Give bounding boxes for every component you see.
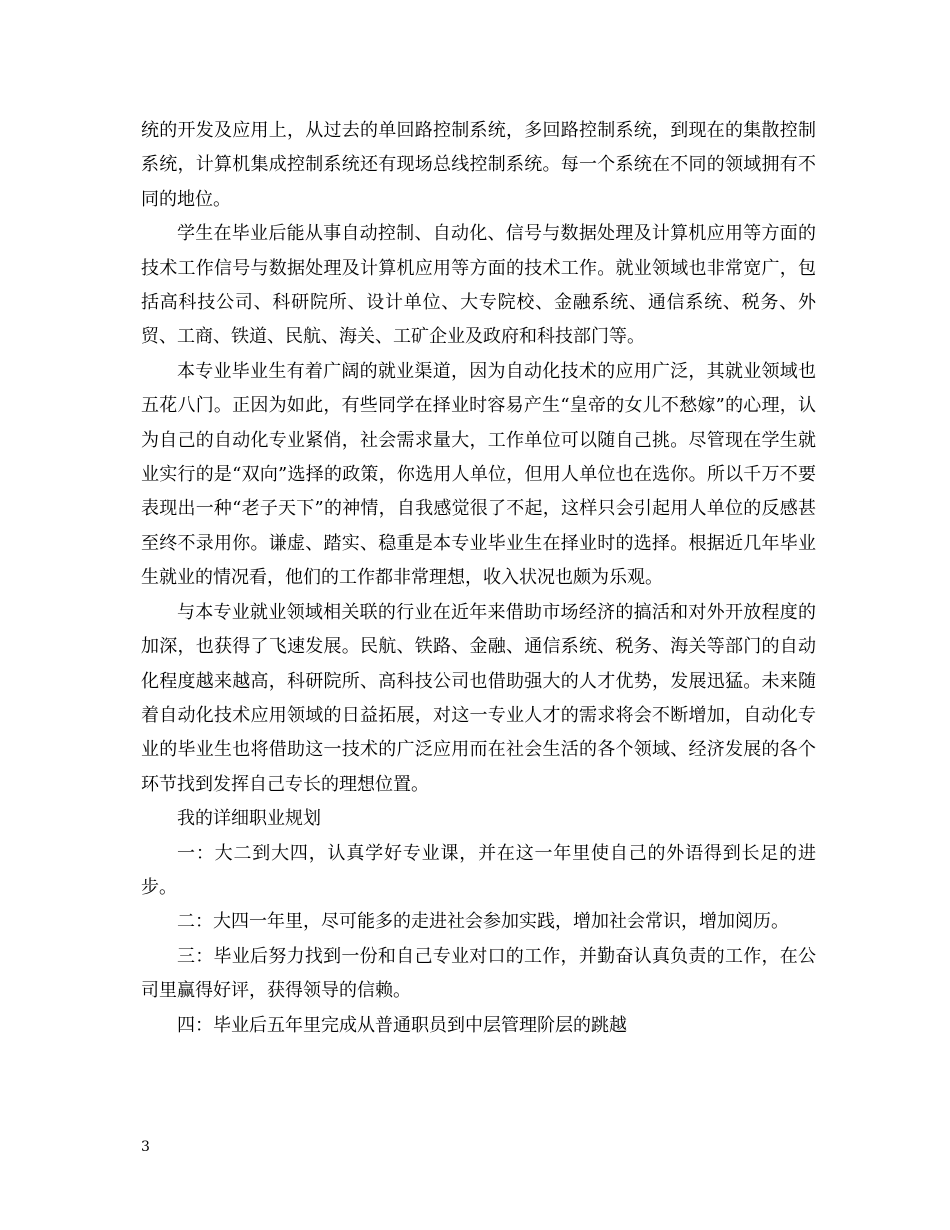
body-text <box>141 114 816 1043</box>
plan-item-3: 三：毕业后努力找到一份和自己专业对口的工作，并勤奋认真负责的工作，在公司里赢得好评，获得领导的信赖。 <box>141 945 816 1002</box>
plan-item-2: 二：大四一年里，尽可能多的走进社会参加实践，增加社会常识，增加阅历。 <box>177 911 789 933</box>
paragraph-system-development: 统的开发及应用上，从过去的单回路控制系统，多回路控制系统，到现在的集散控制系统，计算机集成控制系统还有现场总线控制系统。每一个系统在不同的领域拥有不同的地位。 <box>141 120 816 210</box>
paragraph-job-channels: 本专业毕业生有着广阔的就业渠道，因为自动化技术的应用广泛，其就业领域也五花八门。正因为如此，有些同学在择业时容易产生“皇帝的女儿不愁嫁”的心理，认为自己的自动化专业紧俏，社会需求量大，工作单位可以随自己挑。尽管现在学生就业实行的是“双向”选择的政策，你选用人单位，但用人单位也在选你。所以千万不要表现出一种“老子天下”的神情，自我感觉很了不起，这样只会引起用人单位的反感甚至终不录用你。谦虚、踏实、稳重是本专业毕业生在择业时的选择。根据近几年毕业生就业的情况看，他们的工作都非常理想，收入状况也颇为乐观。 <box>141 360 816 589</box>
paragraph-industry-outlook: 与本专业就业领域相关联的行业在近年来借助市场经济的搞活和对外开放程度的加深，也获得了飞速发展。民航、铁路、金融、通信系统、税务、海关等部门的自动化程度越来越高，科研院所、高科技公司也借助强大的人才优势，发展迅猛。未来随着自动化技术应用领域的日益拓展，对这一专业人才的需求将会不断增加，自动化专业的毕业生也将借助这一技术的广泛应用而在社会生活的各个领域、经济发展的各个环节找到发挥自己专长的理想位置。 <box>141 601 816 795</box>
section-heading-career-plan: 我的详细职业规划 <box>177 808 321 830</box>
plan-item-1: 一：大二到大四，认真学好专业课，并在这一年里使自己的外语得到长足的进步。 <box>141 842 816 898</box>
page-number: 3 <box>141 1139 150 1155</box>
plan-item-4: 四：毕业后五年里完成从普通职员到中层管理阶层的跳越 <box>177 1014 627 1036</box>
paragraph-employment-fields: 学生在毕业后能从事自动控制、自动化、信号与数据处理及计算机应用等方面的技术工作信号与数据处理及计算机应用等方面的技术工作。就业领域也非常宽广，包括高科技公司、科研院所、设计单位、大专院校、金融系统、通信系统、税务、外贸、工商、铁道、民航、海关、工矿企业及政府和科技部门等。 <box>141 223 816 348</box>
